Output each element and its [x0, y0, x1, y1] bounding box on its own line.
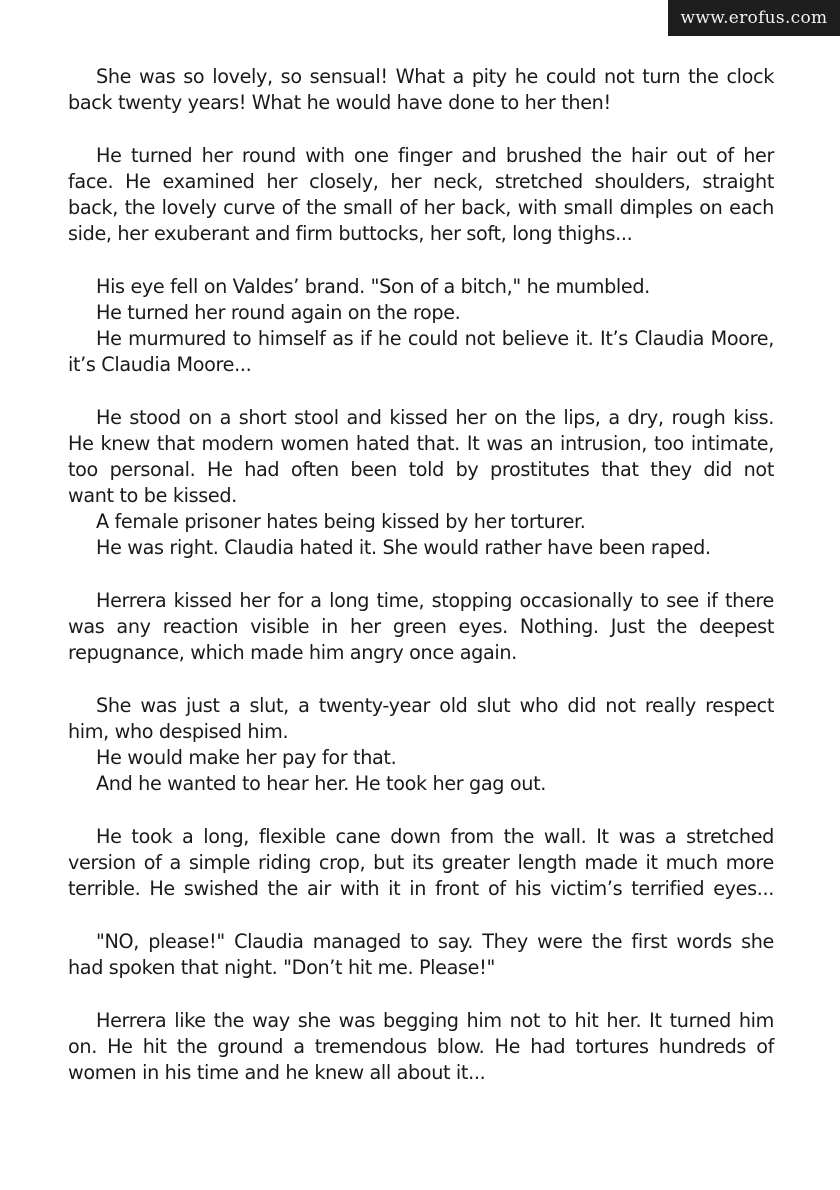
text-line: She was so lovely, so sensual! What a pity he could not turn the clock — [96, 65, 774, 88]
paragraph — [68, 1008, 774, 1086]
paragraph — [68, 143, 774, 247]
text-line: He knew that modern women hated that. It was an intrusion, too intimate, — [68, 432, 774, 455]
text-line: side, her exuberant and firm buttocks, her soft, long thighs... — [68, 222, 633, 245]
text-line: had spoken that night. "Don’t hit me. Please!" — [68, 956, 495, 979]
text-line: A female prisoner hates being kissed by her torturer. — [96, 510, 586, 533]
text-line: back, the lovely curve of the small of her back, with small dimples on each — [68, 196, 774, 219]
text-line: back twenty years! What he would have done to her then! — [68, 91, 611, 114]
document-page — [68, 64, 774, 1113]
paragraph — [68, 824, 774, 902]
text-line: And he wanted to hear her. He took her gag out. — [96, 772, 546, 795]
text-line: He turned her round again on the rope. — [96, 301, 461, 324]
text-line: His eye fell on Valdes’ brand. "Son of a bitch," he mumbled. — [96, 275, 650, 298]
text-line: Herrera like the way she was begging him not to hit her. It turned him — [96, 1009, 774, 1032]
site-watermark — [668, 0, 840, 36]
text-line: it’s Claudia Moore... — [68, 353, 252, 376]
text-line: repugnance, which made him angry once again. — [68, 641, 517, 664]
text-line: women in his time and he knew all about it... — [68, 1061, 486, 1084]
paragraph — [68, 693, 774, 797]
text-line: He turned her round with one finger and brushed the hair out of her — [96, 144, 774, 167]
paragraph — [68, 64, 774, 116]
text-line: want to be kissed. — [68, 484, 237, 507]
text-line: on. He hit the ground a tremendous blow. He had tortures hundreds of — [68, 1035, 774, 1058]
text-line: terrible. He swished the air with it in front of his victim’s terrified eyes... — [68, 877, 774, 900]
text-line: him, who despised him. — [68, 720, 289, 743]
text-line: He murmured to himself as if he could not believe it. It’s Claudia Moore, — [96, 327, 774, 350]
watermark-text: www.erofus.com — [680, 8, 828, 28]
text-line: version of a simple riding crop, but its greater length made it much more — [68, 851, 774, 874]
text-line: Herrera kissed her for a long time, stopping occasionally to see if there — [96, 589, 774, 612]
text-line: face. He examined her closely, her neck, stretched shoulders, straight — [68, 170, 774, 193]
text-line: He was right. Claudia hated it. She would rather have been raped. — [96, 536, 711, 559]
text-line: "NO, please!" Claudia managed to say. They were the first words she — [96, 930, 774, 953]
paragraph — [68, 588, 774, 666]
text-line: She was just a slut, a twenty-year old slut who did not really respect — [96, 694, 774, 717]
paragraph — [68, 274, 774, 378]
text-line: too personal. He had often been told by prostitutes that they did not — [68, 458, 774, 481]
paragraph — [68, 929, 774, 981]
paragraph — [68, 405, 774, 561]
text-line: He stood on a short stool and kissed her on the lips, a dry, rough kiss. — [96, 406, 774, 429]
text-line: He would make her pay for that. — [96, 746, 397, 769]
text-line: was any reaction visible in her green eyes. Nothing. Just the deepest — [68, 615, 774, 638]
text-line: He took a long, flexible cane down from the wall. It was a stretched — [96, 825, 774, 848]
